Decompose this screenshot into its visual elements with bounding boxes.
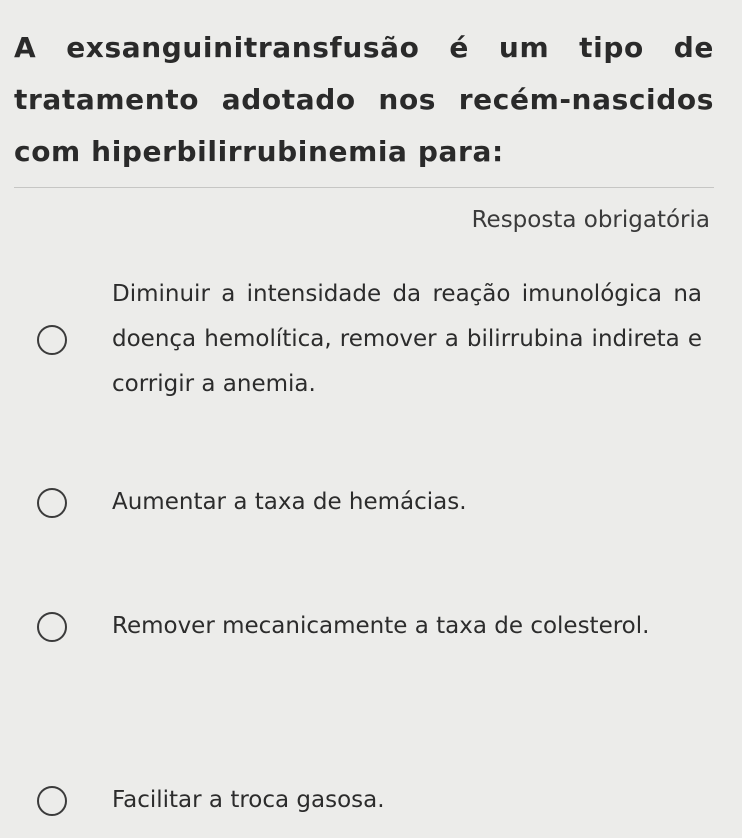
radio-button-3[interactable]: [37, 612, 67, 642]
option-label-1: Diminuir a intensidade da reação imunológica na doença hemolítica, remover a bilirrubina indireta e corrigir a anemia.: [112, 281, 702, 397]
radio-button-4[interactable]: [37, 786, 67, 816]
option-label-2: Aumentar a taxa de hemácias.: [112, 489, 467, 515]
option-label-4: Facilitar a troca gasosa.: [112, 787, 385, 813]
divider: [14, 187, 714, 188]
option-3[interactable]: [32, 604, 712, 649]
radio-button-2[interactable]: [37, 488, 67, 518]
option-4[interactable]: [32, 778, 712, 823]
option-label-3: Remover mecanicamente a taxa de colesterol.: [112, 613, 650, 639]
question-title: A exsanguinitransfusão é um tipo de tratamento adotado nos recém-nascidos com hiperbilirrubinemia para:: [14, 31, 714, 168]
option-2[interactable]: [32, 480, 712, 525]
required-label: Resposta obrigatória: [471, 207, 710, 233]
option-1[interactable]: [32, 272, 712, 407]
radio-button-1[interactable]: [37, 325, 67, 355]
